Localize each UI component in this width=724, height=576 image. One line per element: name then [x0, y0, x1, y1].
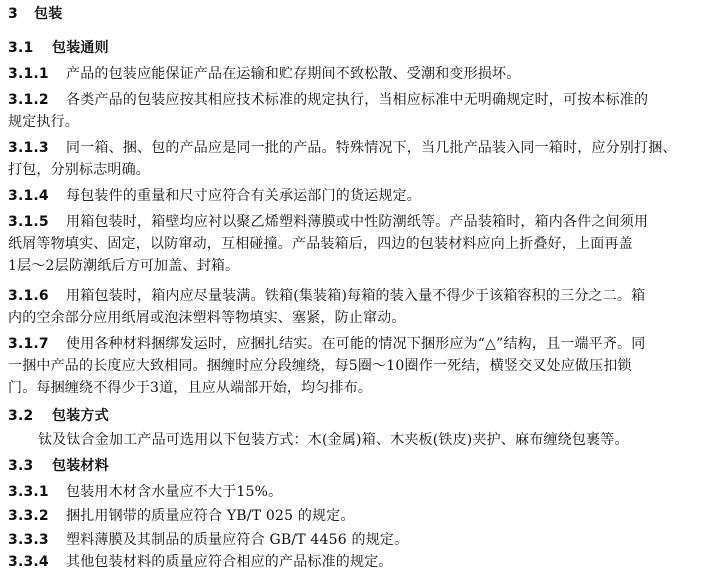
subsection-title: 包装方式	[52, 408, 109, 424]
clause-number: 3.1.5	[8, 214, 49, 230]
subsection-number: 3.1	[8, 40, 34, 56]
paragraph-text: 钛及钛合金加工产品可选用以下包装方式：木(金属)箱、木夹板(铁皮)夹护、麻布缠绕包裹等。	[38, 432, 629, 448]
clause-text: 用箱包装时，箱壁均应衬以聚乙烯塑料薄膜或中性防潮纸等。产品装箱时，箱内各件之间须用	[66, 214, 649, 230]
clause-text: 各类产品的包装应按其相应技术标准的规定执行，当相应标准中无明确规定时，可按本标准的	[66, 92, 649, 108]
clause-number: 3.3.2	[8, 508, 49, 524]
section-title: 包装	[34, 6, 63, 22]
clause-number: 3.3.3	[8, 532, 49, 548]
clause-number: 3.1.7	[8, 336, 49, 352]
clause-text-continued: 打包，分别标志明确。	[8, 162, 150, 178]
clause-text: 产品的包装应能保证产品在运输和贮存期间不致松散、受潮和变形损坏。	[66, 66, 521, 82]
clause-text: 每包装件的重量和尺寸应符合有关承运部门的货运规定。	[66, 188, 421, 204]
clause-text-continued: 1层～2层防潮纸后方可加盖、封箱。	[8, 258, 240, 274]
clause-number: 3.1.4	[8, 188, 49, 204]
clause-text: 捆扎用钢带的质量应符合 YB/T 025 的规定。	[66, 508, 355, 524]
clause-text: 用箱包装时，箱内应尽量装满。铁箱(集装箱)每箱的装入量不得少于该箱容积的三分之二。箱	[66, 288, 646, 304]
section-number: 3	[8, 6, 18, 22]
clause-number: 3.1.6	[8, 288, 49, 304]
clause-number: 3.1.3	[8, 140, 49, 156]
subsection-number: 3.2	[8, 408, 34, 424]
clause-number: 3.1.1	[8, 66, 49, 82]
clause-text: 塑料薄膜及其制品的质量应符合 GB/T 4456 的规定。	[66, 532, 409, 548]
clause-text-continued: 规定执行。	[8, 114, 79, 130]
clause-text-continued: 内的空余部分应用纸屑或泡沫塑料等物填实、塞紧，防止窜动。	[8, 310, 406, 326]
clause-text: 使用各种材料捆绑发运时，应捆扎结实。在可能的情况下捆形应为“△”结构，且一端平齐。同	[66, 336, 646, 352]
clause-text-continued: 一捆中产品的长度应大致相同。捆缠时应分段缠绕，每5圈～10圈作一死结，横竖交叉处应做压扣锁	[8, 358, 632, 374]
clause-number: 3.3.1	[8, 484, 49, 500]
clause-text: 其他包装材料的质量应符合相应的产品标准的规定。	[66, 554, 393, 570]
clause-text-continued: 门。每捆缠绕不得少于3道，且应从端部开始，均匀排布。	[8, 380, 373, 396]
subsection-number: 3.3	[8, 458, 34, 474]
clause-text-continued: 纸屑等物填实、固定，以防窜动，互相碰撞。产品装箱后，四边的包装材料应向上折叠好，上面再盖	[8, 236, 633, 252]
subsection-title: 包装通则	[52, 40, 109, 56]
clause-number: 3.3.4	[8, 554, 49, 570]
clause-text: 包装用木材含水量应不大于15%。	[66, 484, 283, 500]
clause-number: 3.1.2	[8, 92, 49, 108]
subsection-title: 包装材料	[52, 458, 109, 474]
clause-text: 同一箱、捆、包的产品应是同一批的产品。特殊情况下，当几批产品装入同一箱时，应分别打捆、	[66, 140, 677, 156]
